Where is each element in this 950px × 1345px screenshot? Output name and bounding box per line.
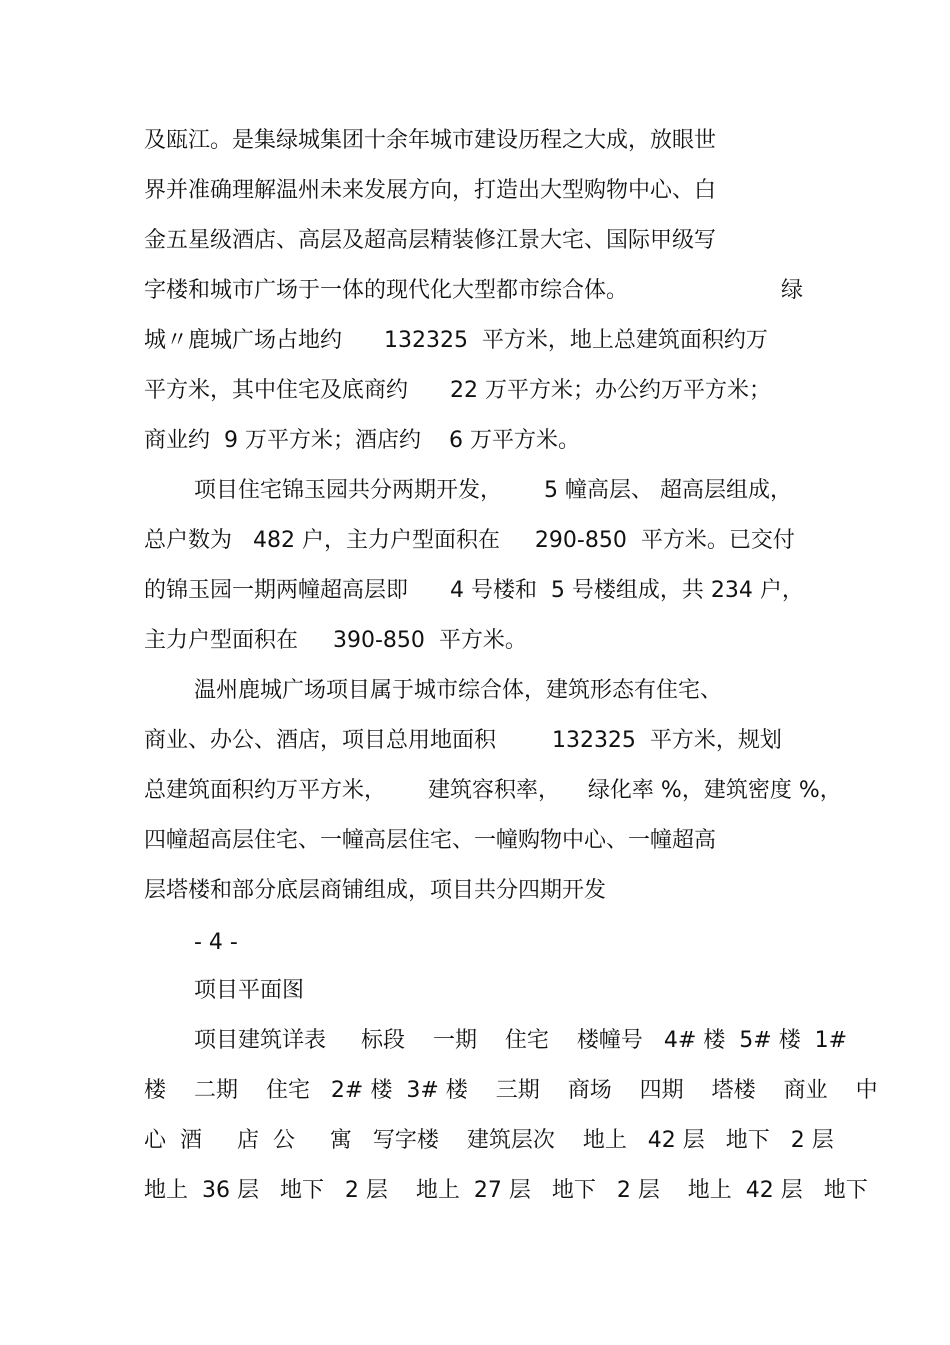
text-line: 项目建筑详表 标段 一期 住宅 楼幢号 4# 楼 5# 楼 1#: [194, 1028, 848, 1053]
text-line: 平方米，其中住宅及底商约 22 万平方米；办公约万平方米；: [144, 378, 771, 403]
text-line: 绿: [781, 278, 804, 303]
text-line: 城〃鹿城广场占地约 132325 平方米，地上总建筑面积约万: [144, 328, 768, 353]
text-line: 地上 36 层 地下 2 层 地上 27 层 地下 2 层 地上 42 层 地下: [144, 1178, 868, 1203]
text-line: 项目住宅锦玉园共分两期开发， 5 幢高层、 超高层组成，: [194, 478, 792, 503]
text-line: 总建筑面积约万平方米， 建筑容积率， 绿化率 %，建筑密度 %，: [144, 778, 842, 803]
text-line: 商业约 9 万平方米；酒店约 6 万平方米。: [144, 428, 580, 453]
text-line: 金五星级酒店、高层及超高层精装修江景大宅、国际甲级写: [144, 228, 717, 253]
text-line: 界并准确理解温州未来发展方向，打造出大型购物中心、白: [144, 178, 717, 203]
text-line: 及瓯江。是集绿城集团十余年城市建设历程之大成，放眼世: [144, 128, 717, 153]
text-line: 总户数为 482 户，主力户型面积在 290-850 平方米。已交付: [144, 528, 795, 553]
text-line: 商业、办公、酒店，项目总用地面积 132325 平方米，规划: [144, 728, 782, 753]
text-line: 的锦玉园一期两幢超高层即 4 号楼和 5 号楼组成，共 234 户，: [144, 578, 804, 603]
text-line: 层塔楼和部分底层商铺组成，项目共分四期开发: [144, 878, 607, 903]
text-line: 主力户型面积在 390-850 平方米。: [144, 628, 527, 653]
figure-caption: 项目平面图: [194, 978, 305, 1003]
text-line: 温州鹿城广场项目属于城市综合体，建筑形态有住宅、: [194, 678, 723, 703]
text-line: 心 酒 店 公 寓 写字楼 建筑层次 地上 42 层 地下 2 层: [144, 1128, 834, 1153]
text-line: 楼 二期 住宅 2# 楼 3# 楼 三期 商场 四期 塔楼 商业 中: [144, 1078, 878, 1103]
text-line: 四幢超高层住宅、一幢高层住宅、一幢购物中心、一幢超高: [144, 828, 717, 853]
text-line: 字楼和城市广场于一体的现代化大型都市综合体。: [144, 278, 629, 303]
page-number: - 4 -: [194, 930, 238, 955]
